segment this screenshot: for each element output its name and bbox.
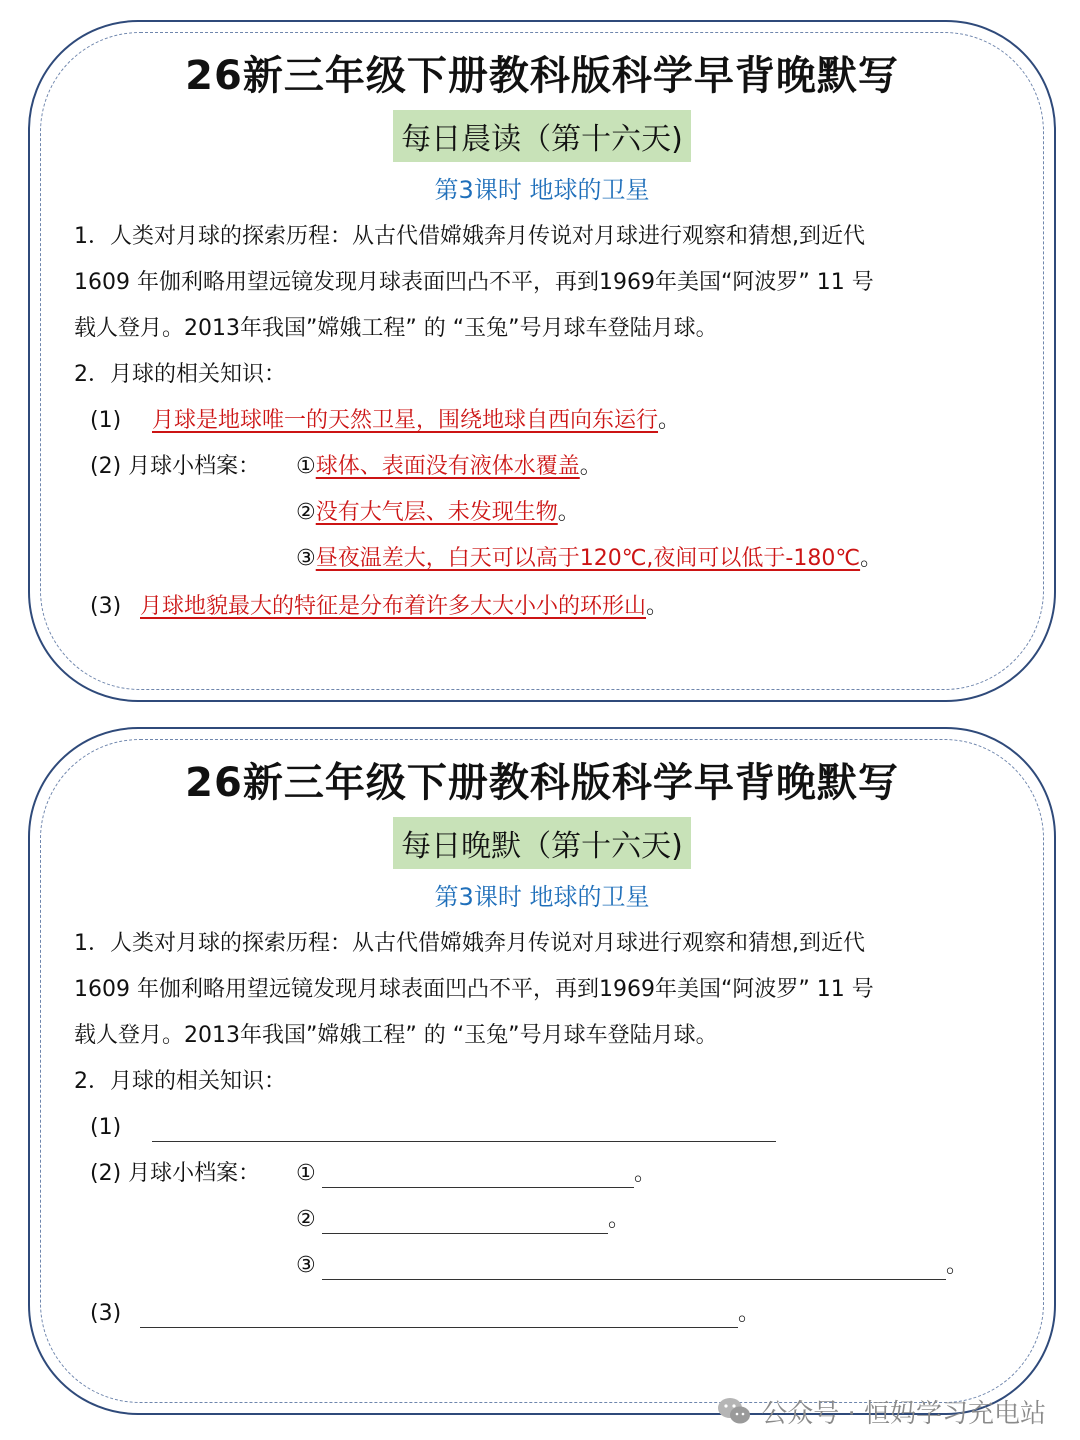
item-1-end: 。 bbox=[658, 408, 681, 433]
circle-3: ③ bbox=[296, 546, 316, 571]
paragraph-1-line-2: 1609 年伽利略用望远镜发现月球表面凹凸不平，再到1969年美国“阿波罗” 11 号 bbox=[74, 270, 874, 295]
item-1-label: (1) bbox=[90, 1115, 122, 1140]
item-1-answer-row bbox=[152, 398, 680, 444]
item-3-end: 。 bbox=[738, 1301, 761, 1326]
item-1-label: (1) bbox=[90, 408, 122, 433]
subtitle-wrap bbox=[30, 817, 1054, 869]
paragraph-1-line-2: 1609 年伽利略用望远镜发现月球表面凹凸不平，再到1969年美国“阿波罗” 11 号 bbox=[74, 977, 874, 1002]
item-3-answer-row bbox=[140, 584, 668, 630]
paragraph-1-line-3: 载人登月。2013年我国”嫦娥工程” 的 “玉兔”号月球车登陆月球。 bbox=[74, 316, 718, 341]
file-1-blank[interactable] bbox=[322, 1187, 634, 1188]
page-title: 26新三年级下册教科版科学早背晚默写 bbox=[185, 760, 899, 806]
paragraph-1-line-1: 1．人类对月球的探索历程：从古代借嫦娥奔月传说对月球进行观察和猜想,到近代 bbox=[74, 224, 865, 249]
circle-1: ① bbox=[296, 1161, 316, 1186]
file-3-blank[interactable] bbox=[322, 1279, 946, 1280]
file-3-end: 。 bbox=[860, 546, 883, 571]
item-2-label: (2) 月球小档案： bbox=[90, 454, 261, 479]
file-1-row bbox=[296, 444, 602, 490]
evening-card bbox=[28, 727, 1056, 1415]
wechat-icon bbox=[717, 1397, 751, 1425]
circle-1: ① bbox=[296, 454, 316, 479]
item-1-answer: 月球是地球唯一的天然卫星，围绕地球自西向东运行 bbox=[152, 408, 659, 433]
morning-subtitle: 每日晨读（第十六天) bbox=[393, 110, 691, 162]
file-2-end: 。 bbox=[557, 500, 580, 525]
watermark bbox=[717, 1393, 1046, 1429]
file-3-answer: 昼夜温差大，白天可以高于120℃,夜间可以低于-180℃ bbox=[315, 546, 861, 571]
paragraph-2: 2．月球的相关知识： bbox=[74, 362, 286, 387]
paragraph-2: 2．月球的相关知识： bbox=[74, 1069, 286, 1094]
file-3-end: 。 bbox=[946, 1253, 969, 1278]
file-1-answer: 球体、表面没有液体水覆盖 bbox=[315, 454, 580, 479]
item-3-label: (3) bbox=[90, 1301, 122, 1326]
morning-card bbox=[28, 20, 1056, 702]
item-3-blank[interactable] bbox=[140, 1327, 738, 1328]
circle-2: ② bbox=[296, 500, 316, 525]
paragraph-1-line-1: 1．人类对月球的探索历程：从古代借嫦娥奔月传说对月球进行观察和猜想,到近代 bbox=[74, 931, 865, 956]
lesson-title: 第3课时 地球的卫星 bbox=[434, 883, 650, 911]
item-3-answer: 月球地貌最大的特征是分布着许多大大小小的环形山 bbox=[140, 594, 647, 619]
lesson-title: 第3课时 地球的卫星 bbox=[434, 176, 650, 204]
watermark-text: 公众号 · 恒妈学习充电站 bbox=[761, 1398, 1046, 1429]
page-title: 26新三年级下册教科版科学早背晚默写 bbox=[185, 53, 899, 99]
item-3-label: (3) bbox=[90, 594, 122, 619]
item-2-label: (2) 月球小档案： bbox=[90, 1161, 261, 1186]
paragraph-1-line-3: 载人登月。2013年我国”嫦娥工程” 的 “玉兔”号月球车登陆月球。 bbox=[74, 1023, 718, 1048]
circle-3: ③ bbox=[296, 1253, 316, 1278]
file-2-end: 。 bbox=[608, 1207, 631, 1232]
file-2-answer: 没有大气层、未发现生物 bbox=[315, 500, 558, 525]
file-1-end: 。 bbox=[634, 1161, 657, 1186]
file-1-end: 。 bbox=[579, 454, 602, 479]
item-3-end: 。 bbox=[646, 594, 669, 619]
file-3-row bbox=[296, 536, 882, 582]
item-1-blank[interactable] bbox=[152, 1141, 776, 1142]
subtitle-wrap bbox=[30, 110, 1054, 162]
evening-subtitle: 每日晚默（第十六天) bbox=[393, 817, 691, 869]
file-2-row bbox=[296, 490, 580, 536]
circle-2: ② bbox=[296, 1207, 316, 1232]
file-2-blank[interactable] bbox=[322, 1233, 608, 1234]
